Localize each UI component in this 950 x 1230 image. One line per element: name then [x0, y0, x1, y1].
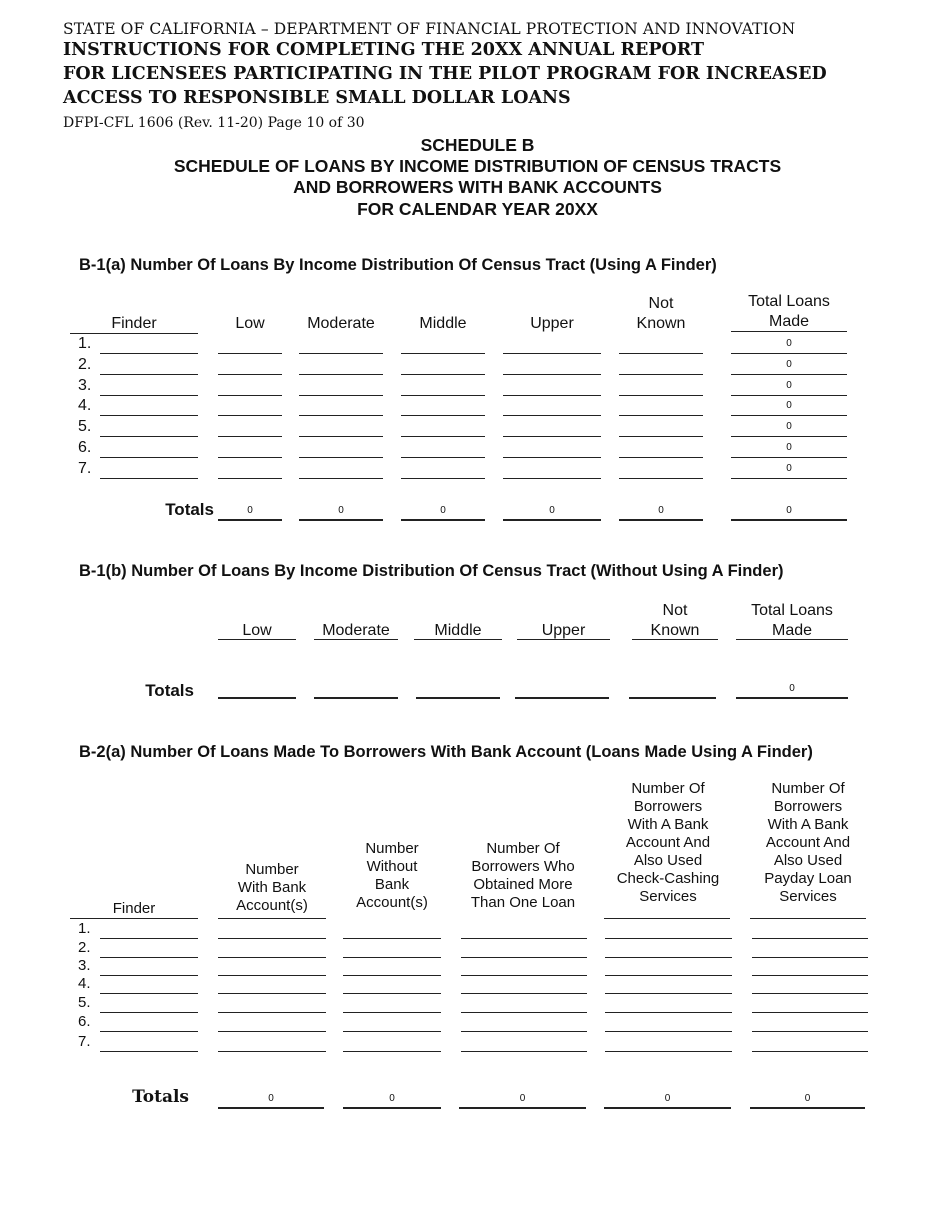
- b1a-total-upper: 0: [549, 505, 555, 516]
- b2a-row-5-more-than-one-field[interactable]: [461, 1012, 587, 1013]
- b1a-row-total: 0: [786, 463, 792, 474]
- b1a-row-2-moderate-field[interactable]: [299, 374, 383, 375]
- b1a-row-total: 0: [786, 421, 792, 432]
- b1a-row-total: 0: [786, 442, 792, 453]
- b2a-col-payday-line-1: Number Of: [771, 780, 845, 797]
- b1a-col-moderate: Moderate: [307, 315, 375, 332]
- b2a-row-4-finder-field[interactable]: [100, 993, 198, 994]
- b2a-total-check-cashing-field[interactable]: [604, 1107, 731, 1109]
- b1a-col-low: Low: [235, 315, 265, 332]
- b2a-col-with-bank-line-3: Account(s): [236, 897, 308, 914]
- b2a-row-7-with-bank-field[interactable]: [218, 1051, 326, 1052]
- b2a-total-more-than-one: 0: [519, 1093, 526, 1104]
- b1a-row-5-not-known-field[interactable]: [619, 436, 703, 437]
- b1a-row-3-total-field[interactable]: [731, 395, 847, 396]
- b2a-col-payday: [750, 780, 866, 906]
- b1a-row-6-moderate-field[interactable]: [299, 457, 383, 458]
- b1a-row-3-middle-field[interactable]: [401, 395, 485, 396]
- b2a-col-payday-line-7: Services: [779, 888, 837, 905]
- b1b-col-low: Low: [242, 622, 272, 639]
- b2a-total-without-bank-field[interactable]: [343, 1107, 441, 1109]
- b2a-total-more-than-one-field[interactable]: [459, 1107, 586, 1109]
- b2a-row-4-without-bank-field[interactable]: [343, 993, 441, 994]
- b2a-row-1-without-bank-field[interactable]: [343, 938, 441, 939]
- b2a-row-7-finder-field[interactable]: [100, 1051, 198, 1052]
- b1a-row-6-upper-field[interactable]: [503, 457, 601, 458]
- b1a-total-upper-field[interactable]: [503, 519, 601, 521]
- b2a-col-without-bank-line-2: Without: [366, 858, 418, 875]
- b2a-col-finder: Finder: [112, 900, 156, 917]
- b2a-col-with-bank-line-2: With Bank: [237, 879, 307, 896]
- b1a-row-1-finder-field[interactable]: [100, 353, 198, 354]
- b2a-row-number: 6.: [78, 1013, 91, 1030]
- b1a-row-2-low-field[interactable]: [218, 374, 282, 375]
- b1a-row-4-upper-field[interactable]: [503, 415, 601, 416]
- b2a-row-number: 3.: [78, 957, 91, 974]
- b2a-total-check-cashing: 0: [664, 1093, 671, 1104]
- b1a-row-7-finder-field[interactable]: [100, 478, 198, 479]
- b1b-total-upper-field[interactable]: [515, 697, 609, 699]
- b1a-row-4-finder-field[interactable]: [100, 415, 198, 416]
- b1b-not-known-header-rule: [632, 639, 718, 640]
- b2a-row-6-finder-field[interactable]: [100, 1031, 198, 1032]
- b2a-col-check-cashing-line-3: With A Bank: [627, 816, 709, 833]
- b2a-row-5-with-bank-field[interactable]: [218, 1012, 326, 1013]
- b1a-row-5-moderate-field[interactable]: [299, 436, 383, 437]
- b2a-row-6-with-bank-field[interactable]: [218, 1031, 326, 1032]
- b1a-row-4-not-known-field[interactable]: [619, 415, 703, 416]
- b1a-row-number: 2.: [78, 356, 92, 373]
- b2a-row-4-more-than-one-field[interactable]: [461, 993, 587, 994]
- b1a-row-3-upper-field[interactable]: [503, 395, 601, 396]
- b1a-total-moderate-field[interactable]: [299, 519, 383, 521]
- b1a-row-5-upper-field[interactable]: [503, 436, 601, 437]
- b1a-row-number: 5.: [78, 418, 92, 435]
- report-title-line-1: INSTRUCTIONS FOR COMPLETING THE 20XX ANNUAL REPORT: [63, 40, 705, 60]
- b2a-row-7-more-than-one-field[interactable]: [461, 1051, 587, 1052]
- b1a-row-2-middle-field[interactable]: [401, 374, 485, 375]
- b1b-col-not-known-line-2: Known: [650, 622, 700, 639]
- b1b-totals-label: Totals: [145, 681, 194, 700]
- b2a-row-4-with-bank-field[interactable]: [218, 993, 326, 994]
- b2a-total-payday: 0: [804, 1093, 811, 1104]
- b1a-row-2-upper-field[interactable]: [503, 374, 601, 375]
- b1a-header-rule: [70, 333, 198, 334]
- b1b-col-not-known-line-1: Not: [662, 602, 688, 619]
- b1b-col-middle: Middle: [434, 622, 482, 639]
- b2a-col-check-cashing-line-6: Check-Cashing: [616, 870, 720, 887]
- b2a-row-7-payday-field[interactable]: [752, 1051, 868, 1052]
- b1a-col-not-known-line-2: Known: [636, 315, 686, 332]
- b2a-col-more-than-one-line-1: Number Of: [486, 840, 560, 857]
- b2a-row-6-without-bank-field[interactable]: [343, 1031, 441, 1032]
- b1a-row-4-moderate-field[interactable]: [299, 415, 383, 416]
- b1a-row-2-total-field[interactable]: [731, 374, 847, 375]
- b1a-totals-label: Totals: [165, 500, 214, 519]
- b1a-total-low-field[interactable]: [218, 519, 282, 521]
- b1a-row-6-total-field[interactable]: [731, 457, 847, 458]
- b1a-row-5-low-field[interactable]: [218, 436, 282, 437]
- b2a-row-2-check-cashing-field[interactable]: [605, 957, 732, 958]
- b2a-col-check-cashing-line-2: Borrowers: [633, 798, 703, 815]
- b2a-row-5-check-cashing-field[interactable]: [605, 1012, 732, 1013]
- b2a-row-2-with-bank-field[interactable]: [218, 957, 326, 958]
- b1a-col-middle: Middle: [419, 315, 467, 332]
- b1b-total-middle-field[interactable]: [416, 697, 500, 699]
- b1a-row-7-not-known-field[interactable]: [619, 478, 703, 479]
- b2a-col-check-cashing-line-7: Services: [639, 888, 697, 905]
- b1a-heading: B-1(a) Number Of Loans By Income Distribution Of Census Tract (Using A Finder): [79, 256, 717, 274]
- b1b-low-header-rule: [218, 639, 296, 640]
- b2a-row-2-more-than-one-field[interactable]: [461, 957, 587, 958]
- b1a-col-total-line-1: Total Loans: [748, 293, 830, 310]
- b2a-finder-header-rule: [70, 918, 198, 919]
- b2a-col-without-bank-line-4: Account(s): [356, 894, 428, 911]
- b2a-col-check-cashing: [604, 780, 732, 906]
- b2a-row-3-more-than-one-field[interactable]: [461, 975, 587, 976]
- b1a-row-6-finder-field[interactable]: [100, 457, 198, 458]
- b1b-col-total-line-1: Total Loans: [751, 602, 833, 619]
- b2a-payday-header-rule: [750, 918, 866, 919]
- b1a-row-1-moderate-field[interactable]: [299, 353, 383, 354]
- schedule-title-line-3: FOR CALENDAR YEAR 20XX: [357, 199, 598, 219]
- b1a-row-1-not-known-field[interactable]: [619, 353, 703, 354]
- b2a-row-4-payday-field[interactable]: [752, 993, 868, 994]
- b2a-col-without-bank: [342, 840, 442, 912]
- b2a-row-number: 2.: [78, 939, 91, 956]
- agency-line: STATE OF CALIFORNIA – DEPARTMENT OF FINANCIAL PROTECTION AND INNOVATION: [63, 20, 796, 38]
- b2a-row-1-check-cashing-field[interactable]: [605, 938, 732, 939]
- b1a-row-number: 6.: [78, 439, 92, 456]
- b2a-row-2-payday-field[interactable]: [752, 957, 868, 958]
- b1a-row-total: 0: [786, 380, 792, 391]
- b2a-row-1-finder-field[interactable]: [100, 938, 198, 939]
- b1a-row-4-low-field[interactable]: [218, 415, 282, 416]
- b2a-col-payday-line-5: Also Used: [773, 852, 843, 869]
- b1a-total-moderate: 0: [338, 505, 344, 516]
- b2a-row-number: 5.: [78, 994, 91, 1011]
- b2a-row-number: 1.: [78, 920, 91, 937]
- b1a-row-7-upper-field[interactable]: [503, 478, 601, 479]
- b1a-col-finder: Finder: [111, 315, 157, 332]
- b1a-row-6-middle-field[interactable]: [401, 457, 485, 458]
- report-title-line-2: FOR LICENSEES PARTICIPATING IN THE PILOT PROGRAM FOR INCREASED: [63, 64, 827, 84]
- b1a-total-middle: 0: [440, 505, 446, 516]
- b2a-col-without-bank-line-1: Number: [365, 840, 419, 857]
- b2a-check-cashing-header-rule: [604, 918, 730, 919]
- b1b-col-moderate: Moderate: [322, 622, 390, 639]
- b2a-row-3-payday-field[interactable]: [752, 975, 868, 976]
- b1b-col-upper: Upper: [541, 622, 586, 639]
- b2a-row-5-finder-field[interactable]: [100, 1012, 198, 1013]
- b1a-row-3-not-known-field[interactable]: [619, 395, 703, 396]
- b1a-col-total-line-2: Made: [768, 313, 810, 330]
- b1b-total-low-field[interactable]: [218, 697, 296, 699]
- b2a-row-number: 7.: [78, 1033, 91, 1050]
- b1a-row-number: 7.: [78, 460, 92, 477]
- b2a-col-more-than-one-line-4: Than One Loan: [470, 894, 576, 911]
- b2a-row-6-payday-field[interactable]: [752, 1031, 868, 1032]
- b2a-row-3-finder-field[interactable]: [100, 975, 198, 976]
- b1b-total-header-rule: [736, 639, 848, 640]
- b1a-row-2-finder-field[interactable]: [100, 374, 198, 375]
- b2a-row-7-check-cashing-field[interactable]: [605, 1051, 732, 1052]
- b2a-total-payday-field[interactable]: [750, 1107, 865, 1109]
- schedule-label: SCHEDULE B: [420, 135, 535, 155]
- b2a-row-1-with-bank-field[interactable]: [218, 938, 326, 939]
- b2a-row-5-payday-field[interactable]: [752, 1012, 868, 1013]
- b1a-col-upper: Upper: [530, 315, 574, 332]
- b2a-col-check-cashing-line-4: Account And: [625, 834, 711, 851]
- b2a-col-more-than-one-line-3: Obtained More: [473, 876, 573, 893]
- form-number: DFPI-CFL 1606 (Rev. 11-20) Page 10 of 30: [63, 115, 365, 131]
- b2a-col-check-cashing-line-1: Number Of: [631, 780, 705, 797]
- b1b-total-moderate-field[interactable]: [314, 697, 398, 699]
- b1a-row-1-upper-field[interactable]: [503, 353, 601, 354]
- b1a-row-4-total-field[interactable]: [731, 415, 847, 416]
- b1a-row-5-middle-field[interactable]: [401, 436, 485, 437]
- b2a-totals-label: Totals: [132, 1087, 189, 1107]
- b1a-row-3-moderate-field[interactable]: [299, 395, 383, 396]
- b2a-row-2-without-bank-field[interactable]: [343, 957, 441, 958]
- b2a-total-with-bank: 0: [268, 1093, 274, 1104]
- b1a-row-6-not-known-field[interactable]: [619, 457, 703, 458]
- b2a-row-5-without-bank-field[interactable]: [343, 1012, 441, 1013]
- b1a-row-total: 0: [786, 338, 792, 349]
- b1a-row-4-middle-field[interactable]: [401, 415, 485, 416]
- b2a-col-more-than-one-line-2: Borrowers Who: [471, 858, 575, 875]
- b2a-col-check-cashing-line-5: Also Used: [633, 852, 703, 869]
- b1a-row-6-low-field[interactable]: [218, 457, 282, 458]
- b1a-total-all: 0: [786, 505, 792, 516]
- b2a-row-1-payday-field[interactable]: [752, 938, 868, 939]
- b1a-row-3-finder-field[interactable]: [100, 395, 198, 396]
- b2a-col-with-bank: [218, 861, 326, 915]
- b1a-row-total: 0: [786, 400, 792, 411]
- b2a-col-without-bank-line-3: Bank: [374, 876, 410, 893]
- b2a-col-payday-line-2: Borrowers: [773, 798, 843, 815]
- b1a-total-middle-field[interactable]: [401, 519, 485, 521]
- b1a-total-not-known-field[interactable]: [619, 519, 703, 521]
- b2a-col-payday-line-6: Payday Loan: [764, 870, 852, 887]
- b2a-row-4-check-cashing-field[interactable]: [605, 993, 732, 994]
- b1b-total-not-known-field[interactable]: [629, 697, 716, 699]
- b2a-with-bank-header-rule: [218, 918, 326, 919]
- b1a-row-number: 1.: [78, 335, 92, 352]
- b2a-row-1-more-than-one-field[interactable]: [461, 938, 587, 939]
- b2a-col-with-bank-line-1: Number: [245, 861, 299, 878]
- b1b-heading: B-1(b) Number Of Loans By Income Distribution Of Census Tract (Without Using A Finder): [79, 562, 784, 580]
- b1a-row-7-low-field[interactable]: [218, 478, 282, 479]
- b1a-row-7-total-field[interactable]: [731, 478, 847, 479]
- b2a-col-payday-line-4: Account And: [765, 834, 851, 851]
- b1a-row-1-total-field[interactable]: [731, 353, 847, 354]
- b1a-row-5-total-field[interactable]: [731, 436, 847, 437]
- b1a-row-7-moderate-field[interactable]: [299, 478, 383, 479]
- b2a-row-3-with-bank-field[interactable]: [218, 975, 326, 976]
- b1b-moderate-header-rule: [314, 639, 398, 640]
- b2a-row-7-without-bank-field[interactable]: [343, 1051, 441, 1052]
- b1a-total-low: 0: [247, 505, 253, 516]
- b1a-row-total: 0: [786, 359, 792, 370]
- b1a-total-all-field[interactable]: [731, 519, 847, 521]
- b1a-col-not-known-line-1: Not: [648, 295, 674, 312]
- b1a-total-header-rule: [731, 331, 847, 332]
- b1a-total-not-known: 0: [658, 505, 664, 516]
- b2a-col-payday-line-3: With A Bank: [767, 816, 849, 833]
- b2a-heading: B-2(a) Number Of Loans Made To Borrowers With Bank Account (Loans Made Using A Finder): [79, 743, 813, 761]
- b1a-row-1-low-field[interactable]: [218, 353, 282, 354]
- b2a-row-6-more-than-one-field[interactable]: [461, 1031, 587, 1032]
- b1a-row-5-finder-field[interactable]: [100, 436, 198, 437]
- b2a-total-with-bank-field[interactable]: [218, 1107, 324, 1109]
- schedule-title-line-1: SCHEDULE OF LOANS BY INCOME DISTRIBUTION OF CENSUS TRACTS: [173, 156, 782, 176]
- b1b-upper-header-rule: [517, 639, 610, 640]
- b1a-row-number: 4.: [78, 397, 92, 414]
- b1b-total-all-field[interactable]: [736, 697, 848, 699]
- b1a-row-7-middle-field[interactable]: [401, 478, 485, 479]
- b2a-row-3-without-bank-field[interactable]: [343, 975, 441, 976]
- b1a-row-1-middle-field[interactable]: [401, 353, 485, 354]
- b2a-row-number: 4.: [78, 975, 91, 992]
- b2a-col-more-than-one: [460, 840, 586, 912]
- b1b-col-total-line-2: Made: [771, 622, 813, 639]
- b2a-row-3-check-cashing-field[interactable]: [605, 975, 732, 976]
- b1a-row-3-low-field[interactable]: [218, 395, 282, 396]
- b2a-row-6-check-cashing-field[interactable]: [605, 1031, 732, 1032]
- b1b-middle-header-rule: [414, 639, 502, 640]
- b1a-row-2-not-known-field[interactable]: [619, 374, 703, 375]
- b1b-total-all: 0: [789, 683, 795, 694]
- schedule-title-line-2: AND BORROWERS WITH BANK ACCOUNTS: [293, 177, 662, 197]
- b2a-total-without-bank: 0: [389, 1093, 395, 1104]
- report-title-line-3: ACCESS TO RESPONSIBLE SMALL DOLLAR LOANS: [63, 88, 571, 108]
- b2a-row-2-finder-field[interactable]: [100, 957, 198, 958]
- b1a-row-number: 3.: [78, 377, 92, 394]
